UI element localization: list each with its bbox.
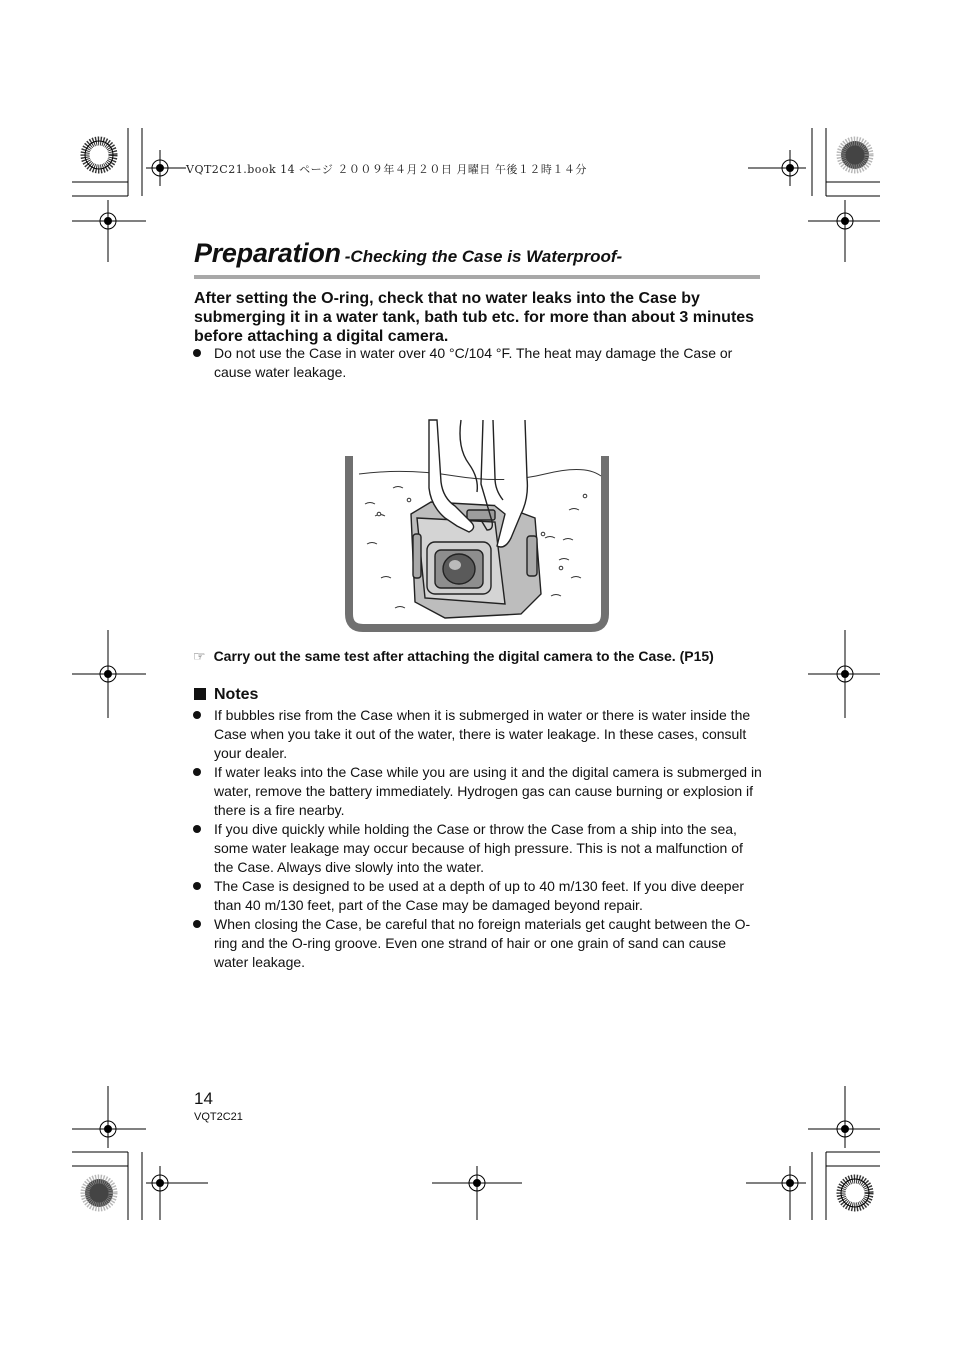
note-text: If water leaks into the Case while you are using it and the digital camera is submerged in water, remove the battery immediately. Hydrogen gas can cause burning or explosion if there is a fire nearby. (214, 764, 762, 818)
note-text: The Case is designed to be used at a depth of up to 40 m/130 feet. If you dive deeper than 40 m/130 feet, part of the Case may be damaged beyond repair. (214, 878, 745, 913)
bullet-icon (193, 711, 201, 719)
reference-note (193, 648, 773, 665)
print-header: VQT2C21.book 14 ページ ２００９年４月２０日 月曜日 午後１２時１４分 (186, 163, 587, 176)
list-item (193, 877, 763, 915)
list-item (193, 915, 763, 972)
bullet-icon (193, 768, 201, 776)
lead-instruction: After setting the O-ring, check that no water leaks into the Case by submerging it in a water tank, bath tub etc. for more than about 3 minutes before attaching a digital camera. (194, 290, 755, 345)
page-title-main: Preparation (194, 238, 341, 268)
title-rule (194, 275, 760, 279)
note-text: When closing the Case, be careful that no foreign materials get caught between the O-ring and the O-ring groove. Even one strand of hair or one grain of sand can cause water leakage. (214, 916, 751, 970)
pointing-hand-icon: ☞ (193, 648, 206, 664)
caution-list (193, 344, 763, 382)
model-code: VQT2C21 (194, 1111, 243, 1123)
reference-text: Carry out the same test after attaching the digital camera to the Case. (P15) (213, 648, 714, 664)
bullet-icon (193, 349, 201, 357)
submerged-case-illustration (345, 418, 609, 634)
list-item (193, 820, 763, 877)
bullet-icon (193, 920, 201, 928)
notes-heading-text: Notes (214, 686, 259, 703)
caution-item (193, 344, 763, 382)
notes-list (193, 706, 763, 972)
notes-heading (194, 686, 258, 704)
note-text: If you dive quickly while holding the Case or throw the Case from a ship into the sea, some water leakage may occur because of high pressure. This is not a malfunction of the Case. Always dive slowly into the water. (214, 821, 743, 875)
page-number: 14 (194, 1089, 213, 1108)
bullet-icon (193, 825, 201, 833)
caution-text: Do not use the Case in water over 40 °C/104 °F. The heat may damage the Case or cause water leakage. (214, 345, 733, 380)
bullet-icon (193, 882, 201, 890)
note-text: If bubbles rise from the Case when it is submerged in water or there is water inside the Case when you take it out of the water, there is water leakage. In these cases, consult your dealer. (214, 707, 751, 761)
page-subtitle: -Checking the Case is Waterproof- (344, 247, 623, 266)
list-item (193, 763, 763, 820)
page-title (194, 238, 622, 269)
list-item (193, 706, 763, 763)
square-bullet-icon (194, 688, 206, 700)
